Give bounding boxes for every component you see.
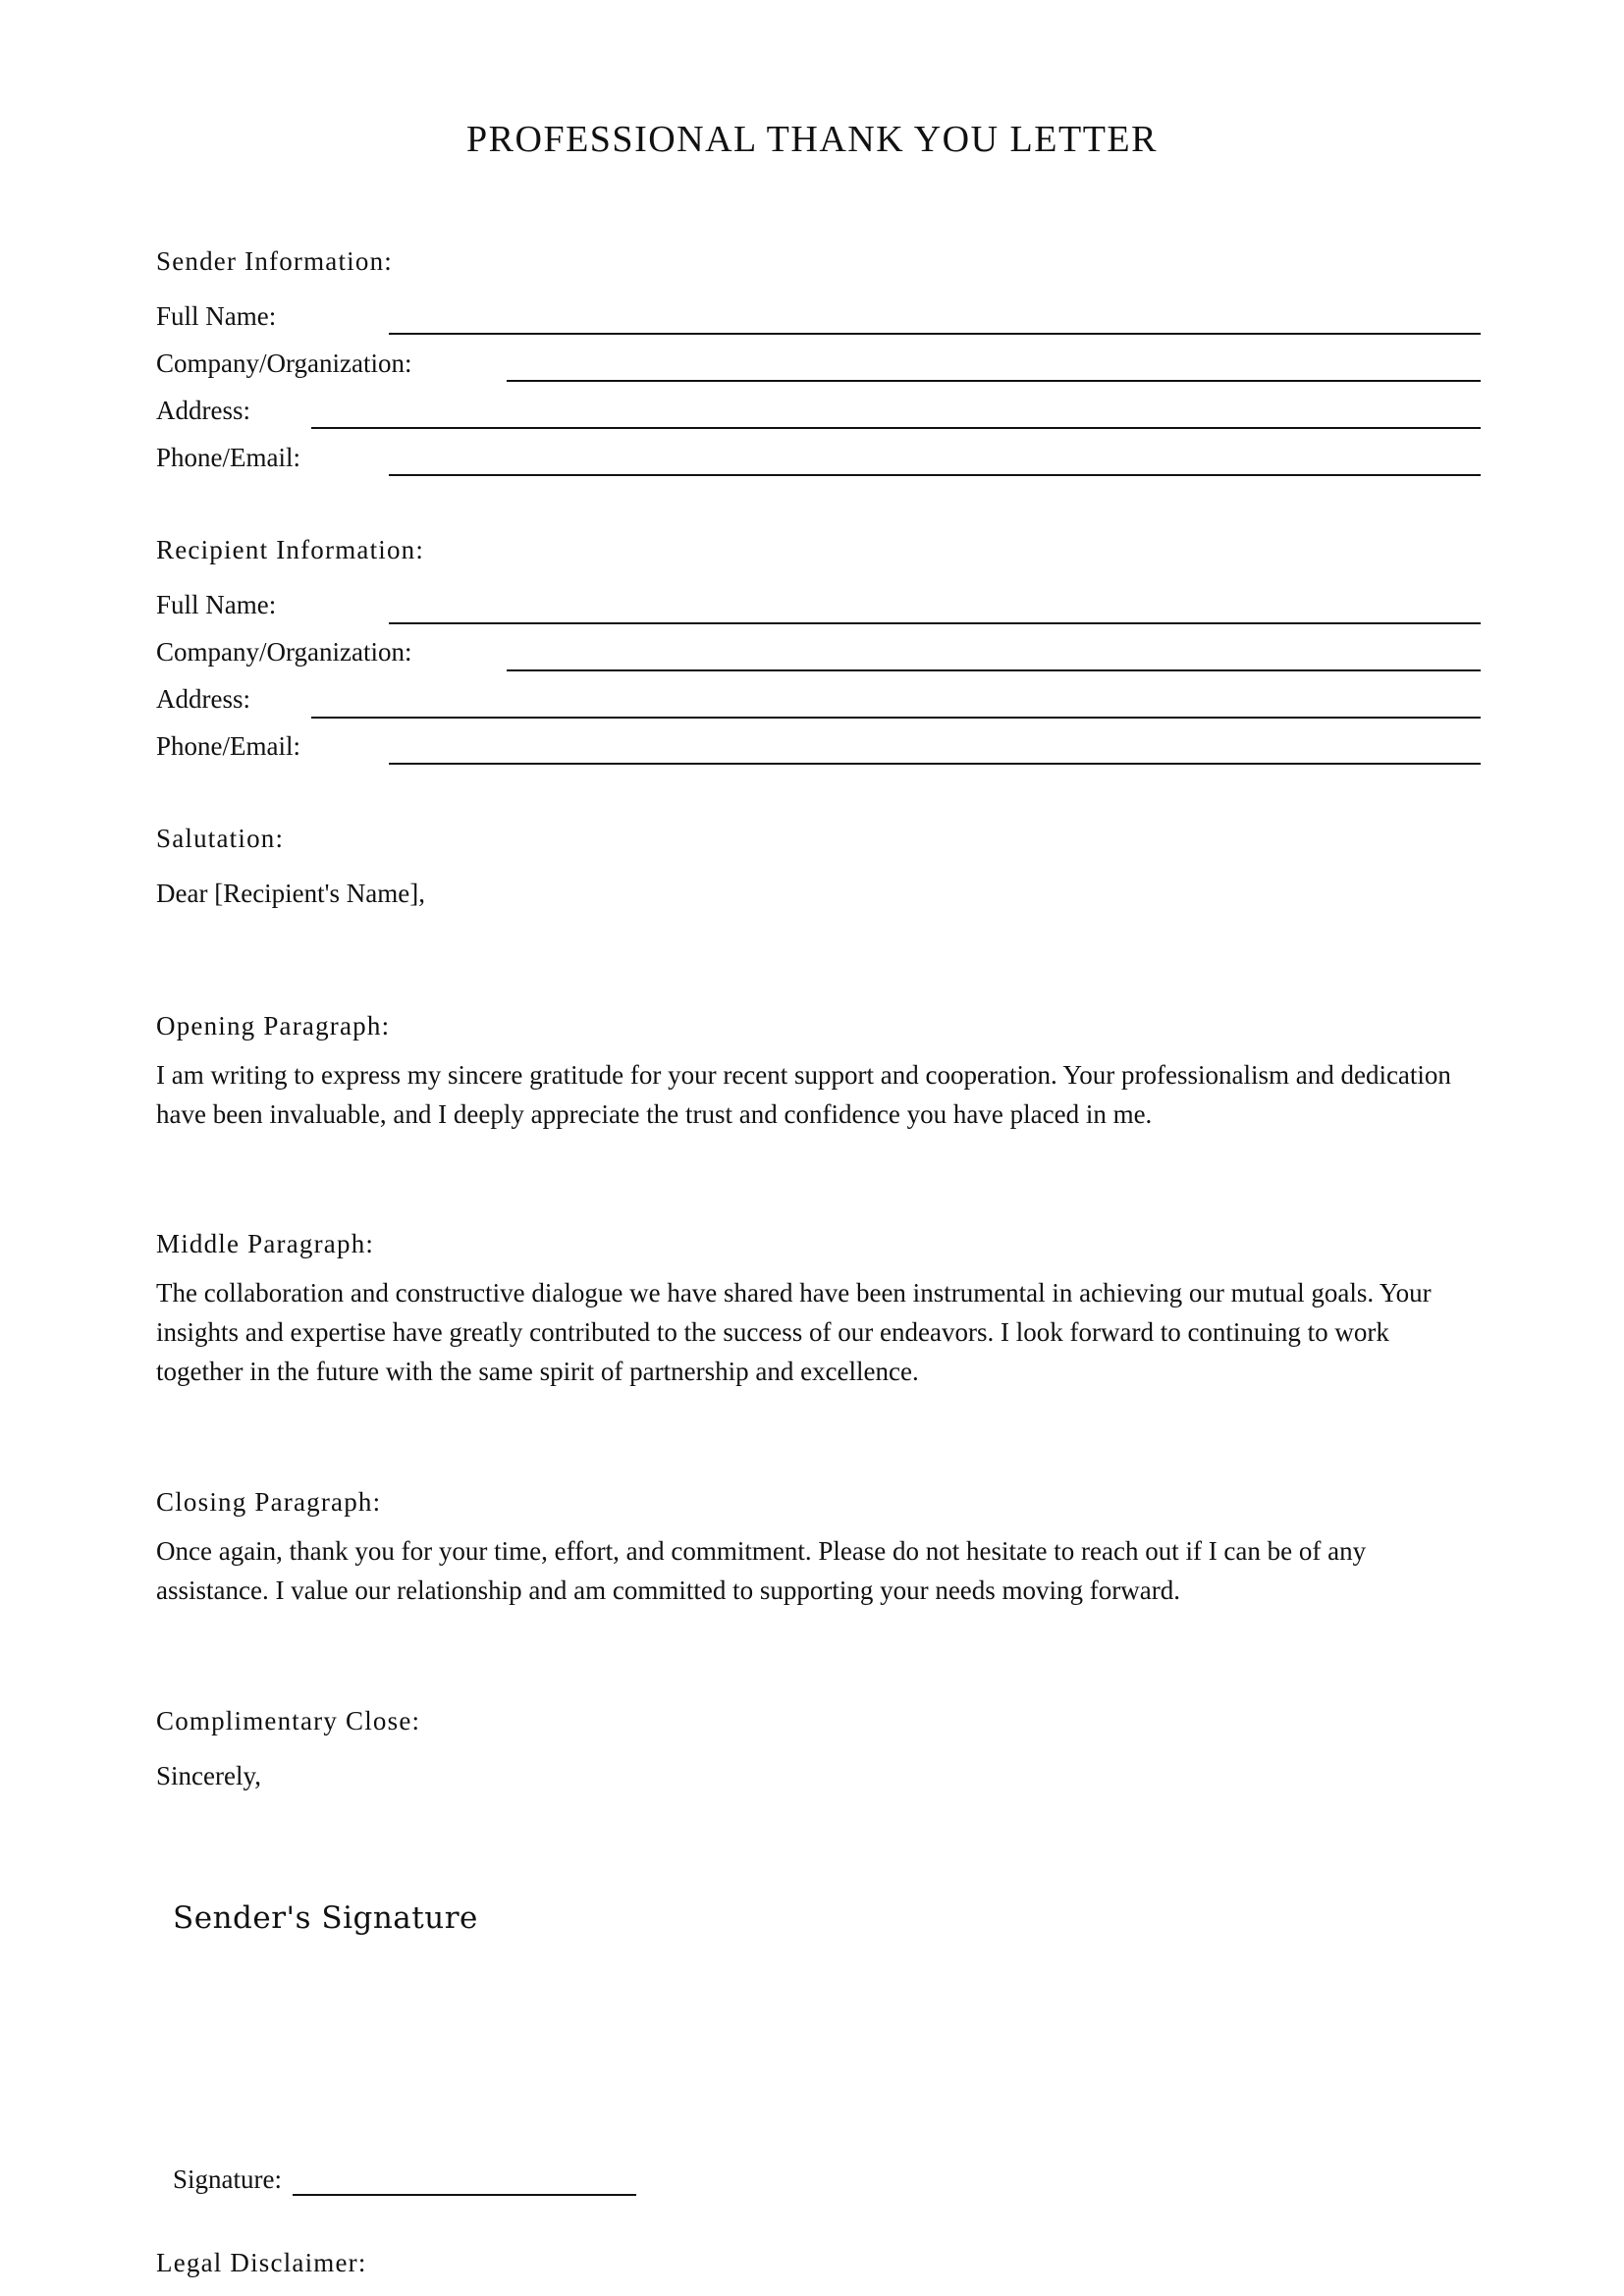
recipient-contact-label: Phone/Email: (156, 731, 300, 761)
sender-company-field[interactable] (507, 380, 1481, 382)
closing-paragraph: Once again, thank you for your time, effort, and commitment. Please do not hesitate to reach out if I can be of any assistance. I value our relationship and am committed to supporting your needs moving forward. (156, 1536, 1367, 1605)
sender-signature: Sender's Signature (173, 1900, 478, 1936)
signature-label: Signature: (173, 2164, 282, 2194)
middle-heading: Middle Paragraph: (156, 1229, 375, 1258)
sender-full-name-field[interactable] (389, 333, 1481, 335)
recipient-contact-field[interactable] (389, 763, 1481, 765)
legal-disclaimer-heading: Legal Disclaimer: (156, 2248, 367, 2277)
sender-company-label: Company/Organization: (156, 348, 412, 378)
salutation-heading: Salutation: (156, 824, 285, 853)
recipient-full-name-field[interactable] (389, 622, 1481, 624)
recipient-address-field[interactable] (311, 717, 1481, 719)
recipient-heading: Recipient Information: (156, 535, 425, 564)
opening-paragraph: I am writing to express my sincere gratitude for your recent support and cooperation. Your professionalism and dedication have been invaluable, and I deeply appreciate the trust and confidence you have placed in me. (156, 1060, 1451, 1129)
sender-contact-field[interactable] (389, 474, 1481, 476)
sender-heading: Sender Information: (156, 246, 393, 276)
recipient-address-label: Address: (156, 684, 250, 714)
salutation-text: Dear [Recipient's Name], (156, 879, 425, 908)
recipient-company-label: Company/Organization: (156, 637, 412, 667)
middle-paragraph: The collaboration and constructive dialogue we have shared have been instrumental in achieving our mutual goals. Your insights and expertise have greatly contributed to the success of our endeavors. I look forward to continuing to work together in the future with the same spirit of partnership and excellence. (156, 1278, 1432, 1386)
signature-field[interactable] (293, 2194, 636, 2196)
document-title: PROFESSIONAL THANK YOU LETTER (466, 119, 1158, 160)
sender-contact-label: Phone/Email: (156, 443, 300, 472)
recipient-company-field[interactable] (507, 669, 1481, 671)
sender-full-name-label: Full Name: (156, 301, 277, 331)
complimentary-close-text: Sincerely, (156, 1761, 261, 1790)
closing-heading: Closing Paragraph: (156, 1487, 382, 1517)
sender-address-label: Address: (156, 396, 250, 425)
complimentary-heading: Complimentary Close: (156, 1706, 421, 1735)
sender-address-field[interactable] (311, 427, 1481, 429)
opening-heading: Opening Paragraph: (156, 1011, 391, 1041)
recipient-full-name-label: Full Name: (156, 590, 277, 619)
